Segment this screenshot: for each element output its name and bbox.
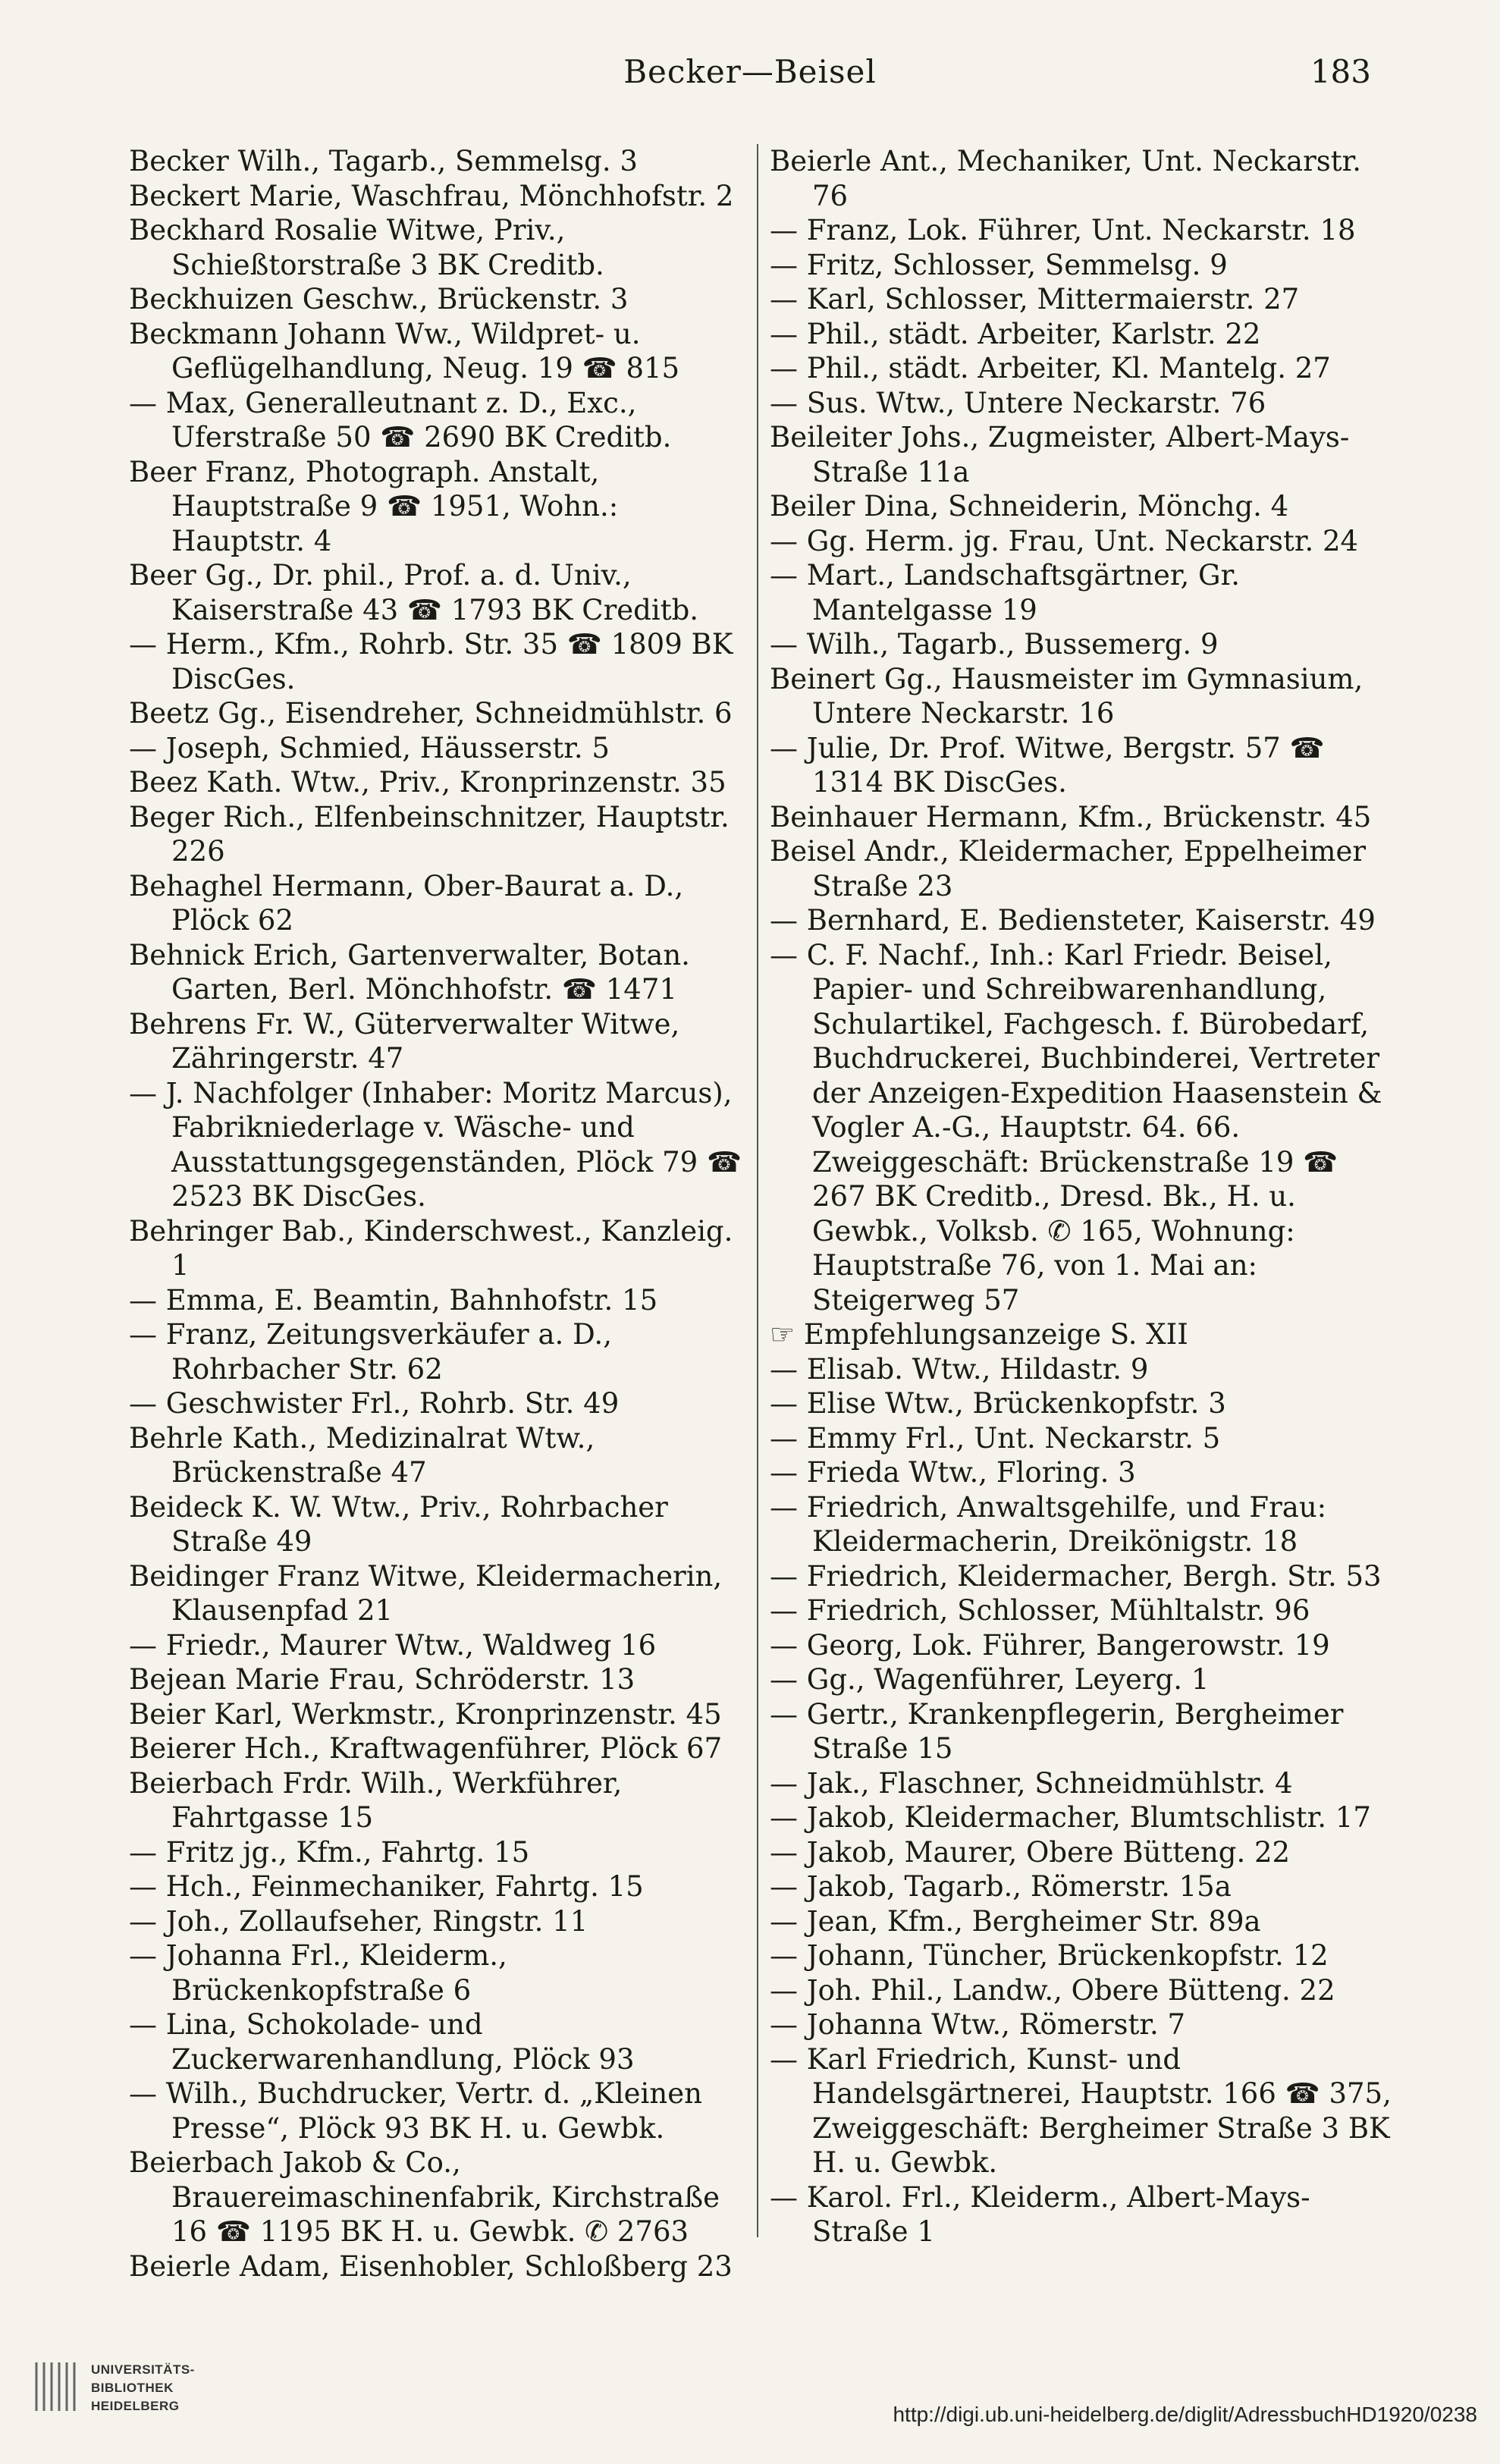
directory-entry: — Jakob, Maurer, Obere Bütteng. 22: [770, 1835, 1291, 1869]
directory-entry: Beez Kath. Wtw., Priv., Kronprinzenstr. 35: [129, 766, 726, 799]
directory-entry: — Karl Friedrich, Kunst- und Handelsgärtnerei, Hauptstr. 166 ☎ 375, Zweiggeschäft: Bergheimer Straße 3 BK H. u. Gewbk.: [770, 2042, 1392, 2179]
directory-entry: — Phil., städt. Arbeiter, Karlstr. 22: [770, 317, 1261, 350]
directory-entry: — Geschwister Frl., Rohrb. Str. 49: [129, 1387, 620, 1420]
directory-entry: — Sus. Wtw., Untere Neckarstr. 76: [770, 386, 1266, 419]
directory-entry: Behrens Fr. W., Güterverwalter Witwe, Zähringerstr. 47: [129, 1007, 680, 1075]
logo-line-2: BIBLIOTHEK: [91, 2381, 174, 2395]
directory-entry: — Fritz jg., Kfm., Fahrtg. 15: [129, 1835, 530, 1869]
directory-entry: Beierer Hch., Kraftwagenführer, Plöck 67: [129, 1732, 723, 1765]
directory-entry: — Friedrich, Kleidermacher, Bergh. Str. 53: [770, 1559, 1382, 1593]
directory-entry: Beierle Ant., Mechaniker, Unt. Neckarstr. 76: [770, 145, 1362, 212]
directory-entry: Becker Wilh., Tagarb., Semmelsg. 3: [129, 145, 638, 177]
directory-entry: Beckhard Rosalie Witwe, Priv., Schießtorstraße 3 BK Creditb.: [129, 214, 604, 281]
logo-line-3: HEIDELBERG: [91, 2399, 180, 2413]
directory-entry: — Gertr., Krankenpflegerin, Bergheimer Straße 15: [770, 1697, 1344, 1765]
directory-entry: — Franz, Zeitungsverkäufer a. D., Rohrbacher Str. 62: [129, 1318, 612, 1386]
directory-entry: — Herm., Kfm., Rohrb. Str. 35 ☎ 1809 BK DiscGes.: [129, 628, 733, 695]
directory-entry: — Wilh., Tagarb., Bussemerg. 9: [770, 628, 1219, 661]
directory-entry: Beierle Adam, Eisenhobler, Schloßberg 23: [129, 2249, 733, 2283]
directory-entry: — Jak., Flaschner, Schneidmühlstr. 4: [770, 1766, 1293, 1800]
right-column: [770, 144, 1392, 2249]
directory-entry: Beetz Gg., Eisendreher, Schneidmühlstr. 6: [129, 697, 733, 730]
directory-entry: — Jean, Kfm., Bergheimer Str. 89a: [770, 1904, 1261, 1938]
directory-entry: — Gg., Wagenführer, Leyerg. 1: [770, 1663, 1210, 1696]
directory-entry: — Karol. Frl., Kleiderm., Albert-Mays-Straße 1: [770, 2180, 1310, 2248]
directory-entry: Behrle Kath., Medizinalrat Wtw., Brückenstraße 47: [129, 1421, 595, 1489]
directory-entry: Beiler Dina, Schneiderin, Mönchg. 4: [770, 490, 1289, 523]
directory-entry: Beierbach Frdr. Wilh., Werkführer, Fahrtgasse 15: [129, 1766, 623, 1834]
directory-entry: ☞ Empfehlungsanzeige S. XII: [770, 1318, 1188, 1351]
directory-entry: — Fritz, Schlosser, Semmelsg. 9: [770, 248, 1228, 281]
directory-entry: — Wilh., Buchdrucker, Vertr. d. „Kleinen Presse“, Plöck 93 BK H. u. Gewbk.: [129, 2077, 702, 2145]
directory-entry: Bejean Marie Frau, Schröderstr. 13: [129, 1663, 635, 1696]
directory-entry: Beier Karl, Werkmstr., Kronprinzenstr. 45: [129, 1697, 722, 1731]
directory-entry: Beideck K. W. Wtw., Priv., Rohrbacher Straße 49: [129, 1490, 668, 1558]
directory-entry: — Gg. Herm. jg. Frau, Unt. Neckarstr. 24: [770, 524, 1359, 557]
directory-entry: Beinert Gg., Hausmeister im Gymnasium, Untere Neckarstr. 16: [770, 662, 1363, 730]
page-title: Becker—Beisel: [623, 53, 877, 90]
directory-entry: — Johanna Wtw., Römerstr. 7: [770, 2008, 1186, 2041]
directory-entry: Beger Rich., Elfenbeinschnitzer, Hauptstr. 226: [129, 800, 730, 868]
directory-entry: — Elisab. Wtw., Hildastr. 9: [770, 1352, 1149, 1386]
directory-entry: — Joseph, Schmied, Häusserstr. 5: [129, 731, 610, 764]
directory-entry: — Bernhard, E. Bediensteter, Kaiserstr. 49: [770, 904, 1376, 937]
directory-entry: — Lina, Schokolade- und Zuckerwarenhandlung, Plöck 93: [129, 2008, 635, 2076]
directory-entry: — Mart., Landschaftsgärtner, Gr. Mantelgasse 19: [770, 559, 1240, 626]
directory-entry: — Johanna Frl., Kleiderm., Brückenkopfstraße 6: [129, 1939, 507, 2007]
directory-entry: Beer Gg., Dr. phil., Prof. a. d. Univ., Kaiserstraße 43 ☎ 1793 BK Creditb.: [129, 559, 699, 626]
directory-entry: — Jakob, Tagarb., Römerstr. 15a: [770, 1870, 1232, 1903]
library-logo: [30, 2355, 212, 2438]
directory-entry: — Friedrich, Anwaltsgehilfe, und Frau: Kleidermacherin, Dreikönigstr. 18: [770, 1490, 1327, 1558]
directory-entry: — Emma, E. Beamtin, Bahnhofstr. 15: [129, 1283, 658, 1317]
directory-entry: — C. F. Nachf., Inh.: Karl Friedr. Beisel, Papier- und Schreibwarenhandlung, Schulartikel, Fachgesch. f. Bürobedarf, Buchdruckerei, Buchbinderei, Vertreter der Anzeigen-Expedition Haasenstein & Vogler A.-G., Hauptstr. 64. 66. Zweiggeschäft: Brückenstraße 19 ☎ 267 BK Creditb., Dresd. Bk., H. u. Gewbk., Volksb. ✆ 165, Wohnung: Hauptstraße 76, von 1. Mai an: Steigerweg 57: [770, 938, 1382, 1317]
left-column: [129, 144, 751, 2284]
directory-entry: — Elise Wtw., Brückenkopfstr. 3: [770, 1387, 1226, 1420]
directory-entry: — J. Nachfolger (Inhaber: Moritz Marcus), Fabrikniederlage v. Wäsche- und Ausstattungsgegenständen, Plöck 79 ☎ 2523 BK DiscGes.: [129, 1076, 742, 1213]
directory-entry: Beckert Marie, Waschfrau, Mönchhofstr. 2: [129, 179, 734, 212]
directory-entry: — Jakob, Kleidermacher, Blumtschlistr. 17: [770, 1801, 1371, 1834]
directory-entry: — Georg, Lok. Führer, Bangerowstr. 19: [770, 1628, 1330, 1662]
directory-entry: — Julie, Dr. Prof. Witwe, Bergstr. 57 ☎ 1314 BK DiscGes.: [770, 731, 1325, 799]
directory-entry: — Phil., städt. Arbeiter, Kl. Mantelg. 27: [770, 352, 1331, 385]
directory-entry: Beer Franz, Photograph. Anstalt, Hauptstraße 9 ☎ 1951, Wohn.: Hauptstr. 4: [129, 455, 619, 557]
directory-entry: Beckhuizen Geschw., Brückenstr. 3: [129, 283, 629, 315]
directory-entry: — Joh., Zollaufseher, Ringstr. 11: [129, 1904, 588, 1938]
directory-entry: — Friedrich, Schlosser, Mühltalstr. 96: [770, 1594, 1310, 1627]
directory-entry: Beierbach Jakob & Co., Brauereimaschinenfabrik, Kirchstraße 16 ☎ 1195 BK H. u. Gewbk. ✆ 2763: [129, 2146, 720, 2248]
page-header: [129, 53, 1371, 106]
directory-entry: Beisel Andr., Kleidermacher, Eppelheimer Straße 23: [770, 835, 1367, 902]
directory-entry: — Frieda Wtw., Floring. 3: [770, 1456, 1136, 1489]
directory-entry: Behnick Erich, Gartenverwalter, Botan. Garten, Berl. Mönchhofstr. ☎ 1471: [129, 938, 690, 1006]
directory-entry: Behringer Bab., Kinderschwest., Kanzleig. 1: [129, 1214, 733, 1282]
library-logo-icon: [30, 2358, 83, 2418]
directory-entry: Behaghel Hermann, Ober-Baurat a. D., Plöck 62: [129, 869, 684, 937]
directory-entry: — Emmy Frl., Unt. Neckarstr. 5: [770, 1421, 1221, 1455]
directory-entry: Beileiter Johs., Zugmeister, Albert-Mays-Straße 11a: [770, 421, 1350, 488]
source-url[interactable]: http://digi.ub.uni-heidelberg.de/diglit/AdressbuchHD1920/0238: [893, 2403, 1477, 2426]
directory-entry: Beinhauer Hermann, Kfm., Brückenstr. 45: [770, 800, 1372, 833]
directory-entry: Beidinger Franz Witwe, Kleidermacherin, Klausenpfad 21: [129, 1559, 723, 1627]
directory-entry: — Johann, Tüncher, Brückenkopfstr. 12: [770, 1939, 1329, 1972]
directory-entry: — Hch., Feinmechaniker, Fahrtg. 15: [129, 1870, 644, 1903]
directory-entry: — Karl, Schlosser, Mittermaierstr. 27: [770, 283, 1300, 315]
logo-line-1: UNIVERSITÄTS-: [91, 2362, 195, 2377]
page-number: 183: [1310, 53, 1371, 90]
directory-entry: Beckmann Johann Ww., Wildpret- u. Geflügelhandlung, Neug. 19 ☎ 815: [129, 317, 680, 385]
directory-entry: — Friedr., Maurer Wtw., Waldweg 16: [129, 1628, 657, 1662]
directory-entry: — Max, Generalleutnant z. D., Exc., Uferstraße 50 ☎ 2690 BK Creditb.: [129, 386, 672, 454]
directory-entry: — Franz, Lok. Führer, Unt. Neckarstr. 18: [770, 214, 1356, 246]
directory-entry: — Joh. Phil., Landw., Obere Bütteng. 22: [770, 1973, 1335, 2007]
column-divider: [757, 144, 758, 2237]
